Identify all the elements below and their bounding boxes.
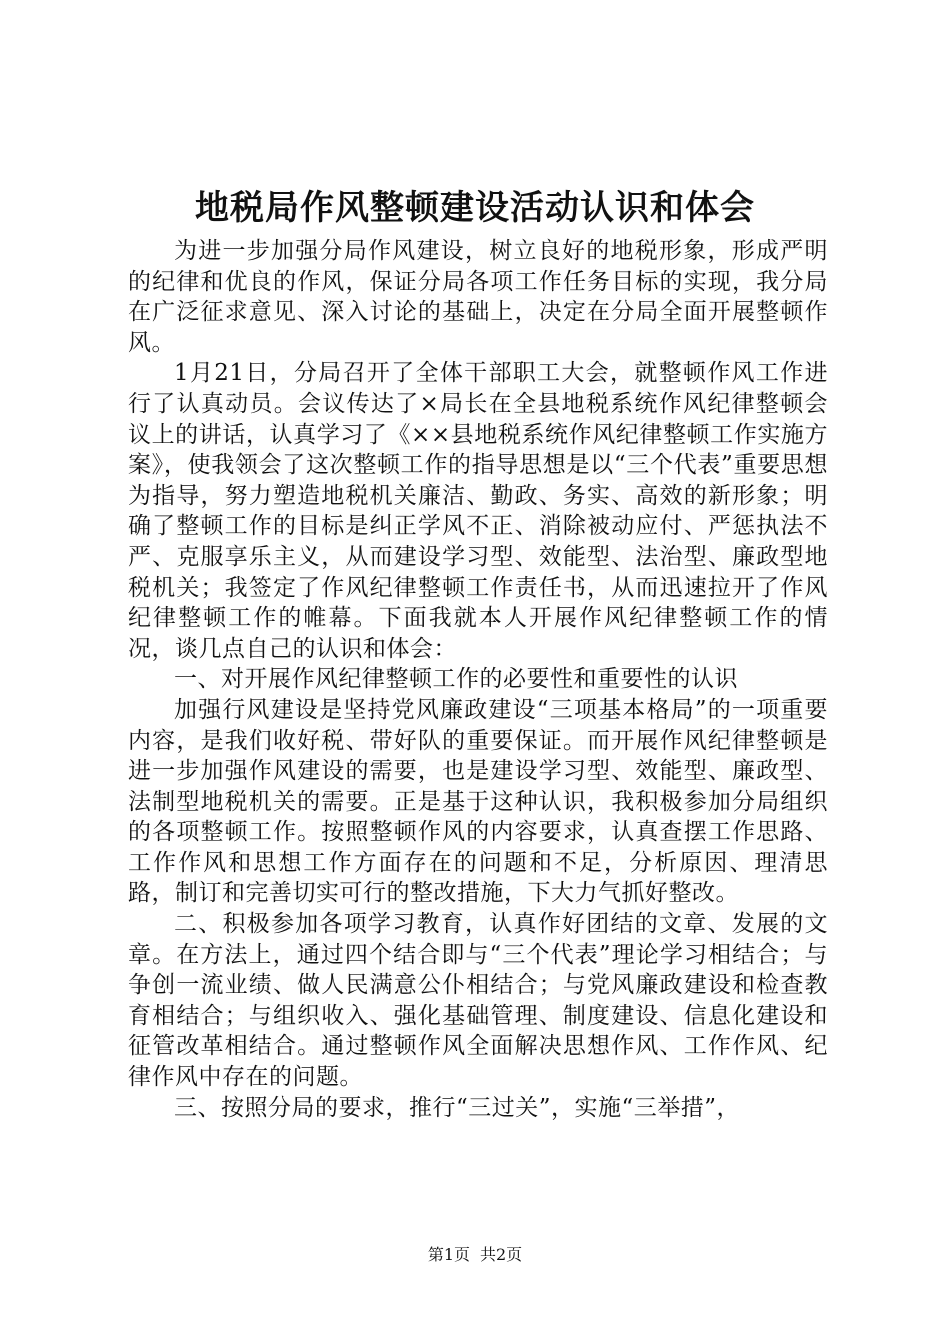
paragraph-intro: 为进一步加强分局作风建设，树立良好的地税形象，形成严明的纪律和优良的作风，保证分局各项工作任务目标的实现，我分局在广泛征求意见、深入讨论的基础上，决定在分局全面开展整顿作风。 (128, 238, 828, 356)
document-body (128, 236, 828, 1123)
paragraph-section-3: 三、按照分局的要求，推行“三过关”，实施“三举措”， (174, 1094, 741, 1121)
page-footer (0, 1244, 950, 1266)
page-total: 共2页 (480, 1245, 523, 1264)
section-heading-1: 一、对开展作风纪律整顿工作的必要性和重要性的认识 (174, 666, 738, 693)
paragraph-section-1: 加强行风建设是坚持党风廉政建设“三项基本格局”的一项重要内容，是我们收好税、带好队的重要保证。而开展作风纪律整顿是进一步加强作风建设的需要，也是建设学习型、效能型、廉政型、法制型地税机关的需要。正是基于这种认识，我积极参加分局组织的各项整顿工作。按照整顿作风的内容要求，认真查摆工作思路、工作作风和思想工作方面存在的问题和不足，分析原因、理清思路，制订和完善切实可行的整改措施，下大力气抓好整改。 (128, 696, 828, 907)
paragraph-meeting: 1月21日，分局召开了全体干部职工大会，就整顿作风工作进行了认真动员。会议传达了×局长在全县地税系统作风纪律整顿会议上的讲话，认真学习了《××县地税系统作风纪律整顿工作实施方案》，使我领会了这次整顿工作的指导思想是以“三个代表”重要思想为指导，努力塑造地税机关廉洁、勤政、务实、高效的新形象；明确了整顿工作的目标是纠正学风不正、消除被动应付、严惩执法不严、克服享乐主义，从而建设学习型、效能型、法治型、廉政型地税机关；我签定了作风纪律整顿工作责任书，从而迅速拉开了作风纪律整顿工作的帷幕。下面我就本人开展作风纪律整顿工作的情况，谈几点自己的认识和体会： (128, 360, 828, 662)
paragraph-section-2: 二、积极参加各项学习教育，认真作好团结的文章、发展的文章。在方法上，通过四个结合即与“三个代表”理论学习相结合；与争创一流业绩、做人民满意公仆相结合；与党风廉政建设和检查教育相结合；与组织收入、强化基础管理、制度建设、信息化建设和征管改革相结合。通过整顿作风全面解决思想作风、工作作风、纪律作风中存在的问题。 (128, 911, 828, 1091)
page-number: 第1页 (427, 1245, 470, 1264)
document-title: 地税局作风整顿建设活动认识和体会 (195, 188, 755, 228)
